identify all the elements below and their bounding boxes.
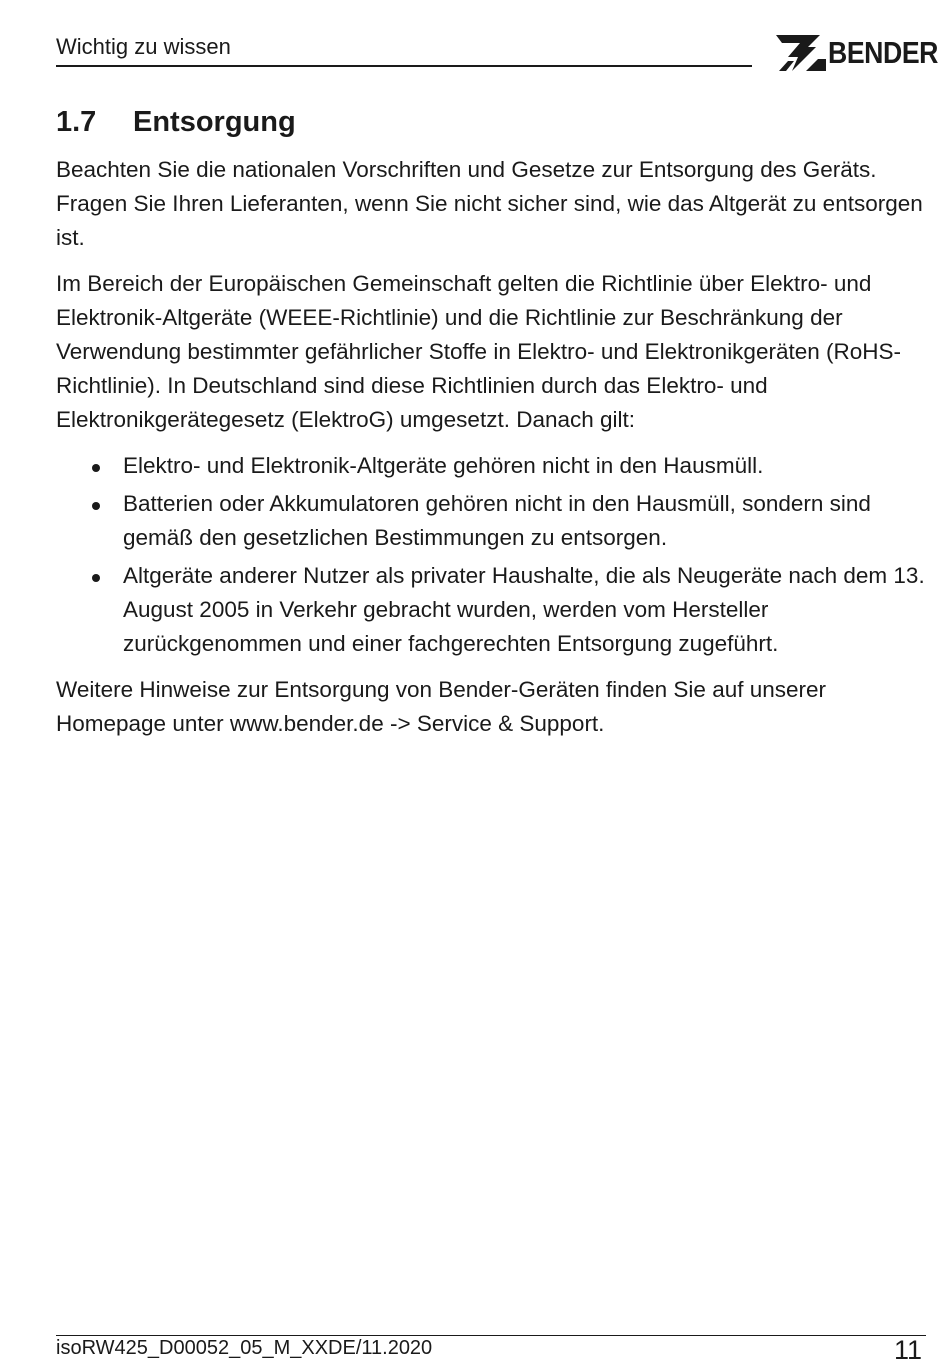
bender-lightning-logo-icon — [776, 35, 826, 71]
logo-text: BENDER — [828, 35, 938, 70]
section-number: 1.7 — [56, 106, 97, 138]
bullet-icon — [92, 502, 100, 510]
paragraph-intro: Beachten Sie die nationalen Vorschriften und Gesetze zur Entsorgung des Geräts. Fragen Sie Ihren Lieferanten, wenn Sie nicht sicher sind, wie das Altgerät zu entsorgen ist. — [56, 157, 923, 250]
list-item — [92, 559, 928, 661]
list-item-text: Altgeräte anderer Nutzer als privater Haushalte, die als Neugeräte nach dem 13. August 2005 in Verkehr gebracht wurden, werden vom Hersteller zurückgenommen und einer fachgerechten Entsorgung zugeführt. — [123, 563, 925, 656]
paragraph-directives: Im Bereich der Europäischen Gemeinschaft gelten die Richtlinie über Elektro- und Elektronik-Altgeräte (WEEE-Richtlinie) und die Richtlinie zur Beschränkung der Verwendung bestimmter gefährlicher Stoffe in Elektro- und Elektronikgeräten (RoHS-Richtlinie). In Deutschland sind diese Richtlinien durch das Elektro- und Elektronikgerätegesetz (ElektroG) umgesetzt. Danach gilt: — [56, 271, 902, 432]
page-number: 11 — [893, 1335, 922, 1365]
page-header — [56, 30, 936, 74]
list-item — [92, 449, 928, 483]
footer-rule — [56, 1335, 926, 1336]
main-content — [56, 106, 928, 753]
section-heading — [56, 106, 928, 139]
section-title: Entsorgung — [133, 106, 296, 138]
paragraph-closing: Weitere Hinweise zur Entsorgung von Bender-Geräten finden Sie auf unserer Homepage unter www.bender.de -> Service & Support. — [56, 677, 827, 736]
bullet-icon — [92, 464, 100, 472]
bender-logo — [776, 34, 936, 72]
document-id: isoRW425_D00052_05_M_XXDE/11.2020 — [56, 1337, 433, 1359]
page-footer — [56, 1331, 926, 1367]
list-item-text: Batterien oder Akkumulatoren gehören nicht in den Hausmüll, sondern sind gemäß den gesetzlichen Bestimmungen zu entsorgen. — [123, 491, 871, 550]
list-item — [92, 487, 928, 555]
bullet-list — [56, 449, 928, 661]
header-title: Wichtig zu wissen — [56, 34, 231, 59]
bullet-icon — [92, 574, 100, 582]
list-item-text: Elektro- und Elektronik-Altgeräte gehören nicht in den Hausmüll. — [123, 453, 764, 478]
header-rule — [56, 65, 752, 67]
